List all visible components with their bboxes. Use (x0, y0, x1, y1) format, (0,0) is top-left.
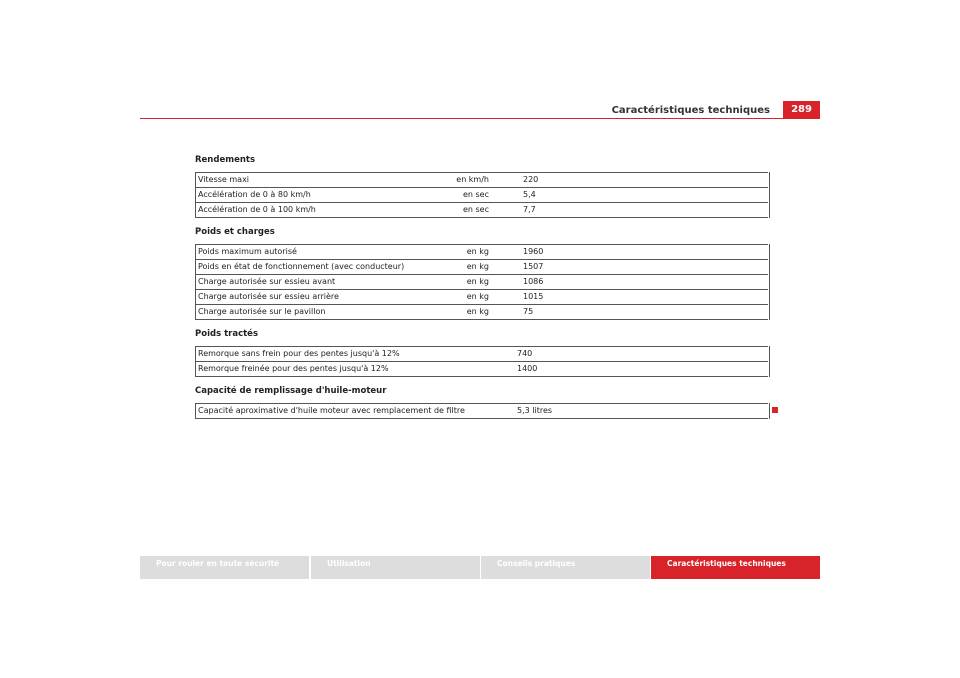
row-label: Accélération de 0 à 80 km/h (195, 188, 441, 203)
table-row (195, 404, 768, 419)
row-value: 740 (501, 347, 768, 362)
section-end-marker (772, 407, 778, 413)
footer-tab-utilisation[interactable]: Utilisation (311, 556, 480, 579)
row-label: Capacité aproximative d'huile moteur avec remplacement de filtre (195, 404, 501, 419)
table-row (195, 275, 768, 290)
table-row (195, 245, 768, 260)
table-capacite-huile (195, 403, 768, 419)
table-poids-tractes (195, 346, 768, 377)
table-row (195, 173, 768, 188)
row-unit: en kg (441, 245, 492, 260)
table-row (195, 203, 768, 218)
footer-tab-securite[interactable]: Pour rouler en toute sécurité (140, 556, 309, 579)
row-label: Charge autorisée sur essieu avant (195, 275, 441, 290)
row-value: 1015 (492, 290, 768, 305)
table-row (195, 347, 768, 362)
footer-tab-caracteristiques[interactable]: Caractéristiques techniques (651, 556, 820, 579)
row-label: Vitesse maxi (195, 173, 441, 188)
row-label: Accélération de 0 à 100 km/h (195, 203, 441, 218)
section-heading-capacite-huile: Capacité de remplissage d'huile-moteur (195, 386, 387, 396)
row-label: Remorque sans frein pour des pentes jusqu'à 12% (195, 347, 501, 362)
header-divider (140, 118, 820, 119)
row-unit: en kg (441, 260, 492, 275)
table-row (195, 305, 768, 320)
row-unit: en km/h (441, 173, 492, 188)
row-value: 1960 (492, 245, 768, 260)
row-label: Remorque freinée pour des pentes jusqu'à 12% (195, 362, 501, 377)
footer-tab-conseils[interactable]: Conseils pratiques (481, 556, 650, 579)
section-heading-poids-tractes: Poids tractés (195, 329, 259, 339)
section-heading-rendements: Rendements (195, 155, 256, 165)
row-unit: en sec (441, 188, 492, 203)
page-header-title: Caractéristiques techniques (611, 105, 770, 116)
row-value: 1086 (492, 275, 768, 290)
row-label: Charge autorisée sur essieu arrière (195, 290, 441, 305)
row-label: Charge autorisée sur le pavillon (195, 305, 441, 320)
table-row (195, 362, 768, 377)
table-rendements (195, 172, 768, 218)
row-value: 220 (492, 173, 768, 188)
row-value: 5,3 litres (501, 404, 768, 419)
table-row (195, 188, 768, 203)
row-value: 5,4 (492, 188, 768, 203)
row-value: 1400 (501, 362, 768, 377)
table-row (195, 260, 768, 275)
table-poids-charges (195, 244, 768, 320)
row-value: 7,7 (492, 203, 768, 218)
section-heading-poids-charges: Poids et charges (195, 227, 275, 237)
row-unit: en sec (441, 203, 492, 218)
row-unit: en kg (441, 275, 492, 290)
row-value: 1507 (492, 260, 768, 275)
row-value: 75 (492, 305, 768, 320)
row-unit: en kg (441, 305, 492, 320)
page-number-badge: 289 (783, 101, 820, 119)
row-label: Poids maximum autorisé (195, 245, 441, 260)
row-label: Poids en état de fonctionnement (avec conducteur) (195, 260, 441, 275)
row-unit: en kg (441, 290, 492, 305)
table-row (195, 290, 768, 305)
